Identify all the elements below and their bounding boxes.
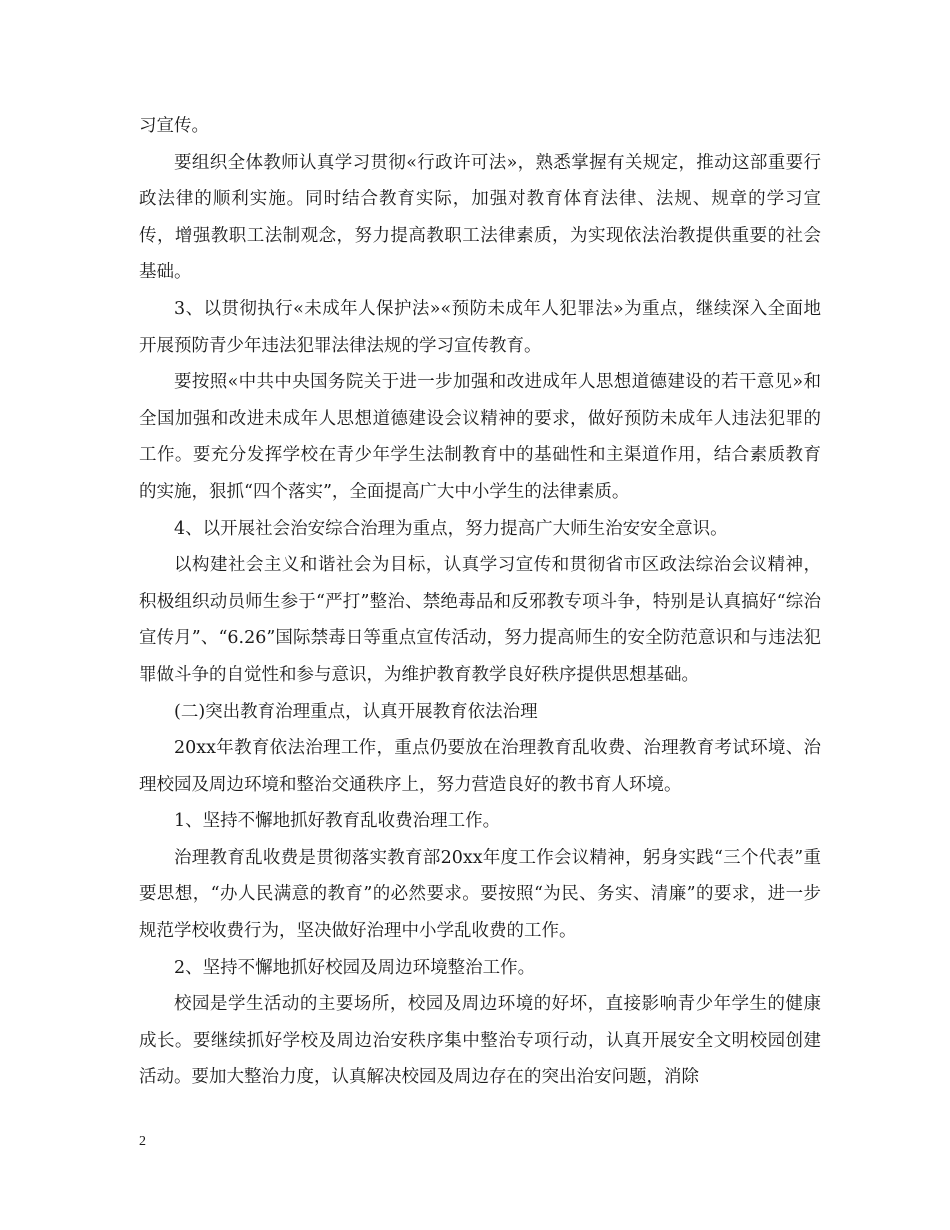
paragraph-item-1: 1、坚持不懈地抓好教育乱收费治理工作。 xyxy=(174,811,501,832)
paragraph: 20xx年教育依法治理工作，重点仍要放在治理教育乱收费、治理教育考试环境、治理校园及周边环境和整治交通秩序上，努力营造良好的教书育人环境。 xyxy=(139,738,821,795)
document-body xyxy=(139,108,821,1096)
paragraph: 要按照«中共中央国务院关于进一步加强和改进成年人思想道德建设的若干意见»和全国加强和改进未成年人思想道德建设会议精神的要求，做好预防未成年人违法犯罪的工作。要充分发挥学校在青少年学生法制教育中的基础性和主渠道作用，结合素质教育的实施，狠抓“四个落实”，全面提高广大中小学生的法律素质。 xyxy=(139,372,821,502)
paragraph-continuation: 习宣传。 xyxy=(139,116,209,136)
page-number: 2 xyxy=(139,1134,146,1149)
section-heading: (二)突出教育治理重点，认真开展教育依法治理 xyxy=(174,701,538,722)
paragraph-item-3: 3、以贯彻执行«未成年人保护法»«预防未成年人犯罪法»为重点，继续深入全面地开展预防青少年违法犯罪法律法规的学习宣传教育。 xyxy=(139,298,821,356)
paragraph: 以构建社会主义和谐社会为目标，认真学习宣传和贯彻省市区政法综治会议精神，积极组织动员师生参于“严打”整治、禁绝毒品和反邪教专项斗争，特别是认真搞好“综治宣传月”、“6.26”国际禁毒日等重点宣传活动，努力提高师生的安全防范意识和与违法犯罪做斗争的自觉性和参与意识，为维护教育教学良好秩序提供思想基础。 xyxy=(139,555,821,685)
paragraph: 校园是学生活动的主要场所，校园及周边环境的好坏，直接影响青少年学生的健康成长。要继续抓好学校及周边治安秩序集中整治专项行动，认真开展安全文明校园创建活动。要加大整治力度，认真解决校园及周边存在的突出治安问题，消除 xyxy=(139,994,821,1088)
paragraph: 治理教育乱收费是贯彻落实教育部20xx年度工作会议精神，躬身实践“三个代表”重要思想，“办人民满意的教育”的必然要求。要按照“为民、务实、清廉”的要求，进一步规范学校收费行为，坚决做好治理中小学乱收费的工作。 xyxy=(139,847,821,942)
paragraph-item-4: 4、以开展社会治安综合治理为重点，努力提高广大师生治安安全意识。 xyxy=(174,518,728,539)
paragraph: 要组织全体教师认真学习贯彻«行政许可法»，熟悉掌握有关规定，推动这部重要行政法律的顺利实施。同时结合教育实际，加强对教育体育法律、法规、规章的学习宣传，增强教职工法制观念，努力提高教职工法律素质，为实现依法治教提供重要的社会基础。 xyxy=(139,152,821,283)
paragraph-item-2: 2、坚持不懈地抓好校园及周边环境整治工作。 xyxy=(174,957,536,978)
